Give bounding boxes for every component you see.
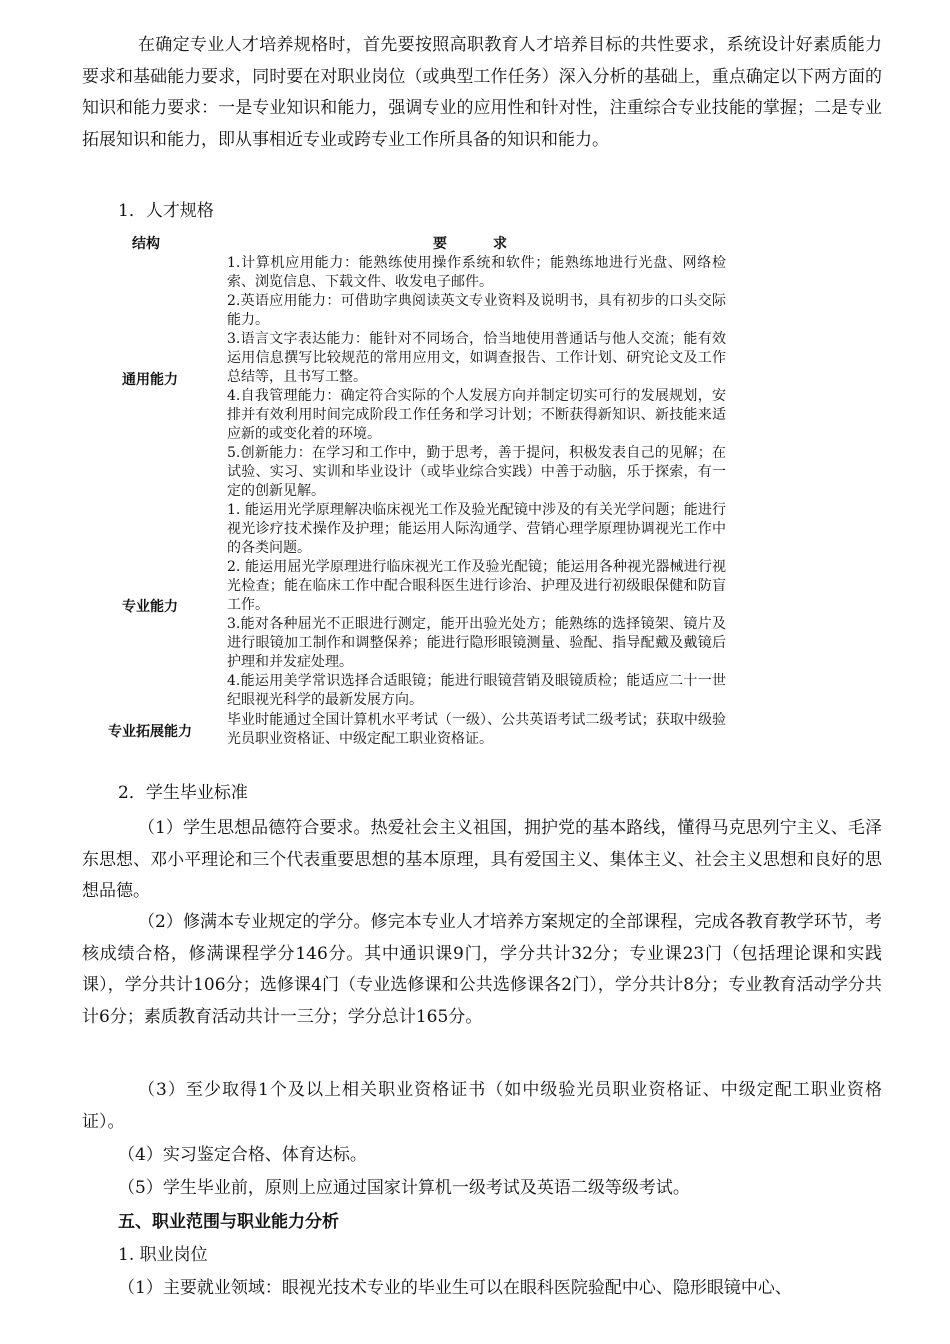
subsection-career-positions: 1. 职业岗位 xyxy=(118,1245,208,1265)
table-header xyxy=(90,232,740,254)
requirement-item: 2.英语应用能力：可借助字典阅读英文专业资料及说明书，具有初步的口头交际能力。 xyxy=(227,293,726,328)
table-row-general xyxy=(90,254,740,501)
requirement-item: 4.能运用美学常识选择合适眼镜；能进行眼镜营销及眼镜质检；能适应二十一世纪眼视光科学的最新发展方向。 xyxy=(227,673,726,708)
requirement-item: 2. 能运用屈光学原理进行临床视光工作及验光配镜；能运用各种视光器械进行视光检查；能在临床工作中配合眼科医生进行诊治、护理及进行初级眼保健和防盲工作。 xyxy=(227,559,726,613)
row-label: 专业能力 xyxy=(122,599,178,615)
section-heading-career: 五、职业范围与职业能力分析 xyxy=(118,1212,339,1232)
table-row-professional xyxy=(90,501,740,711)
requirement-item: 4.自我管理能力：确定符合实际的个人发展方向并制定切实可行的发展规划，安排并有效利用时间完成阶段工作任务和学习计划；不断获得新知识、新技能来适应新的或变化着的环境。 xyxy=(227,388,726,442)
standard-item: （2）修满本专业规定的学分。修完本专业人才培养方案规定的全部课程，完成各教育教学环节，考核成绩合格，修满课程学分146分。其中通识课9门，学分共计32分；专业课23门（包括理论课和实践课），学分共计106分；选修课4门（专业选修课和公共选修课各2门），学分共计8分；专业教育活动学分共计6分；素质教育活动共计一三分；学分总计165分。 xyxy=(82,912,882,1027)
standard-item: （3）至少取得1个及以上相关职业资格证书（如中级验光员职业资格证、中级定配工职业资格证）。 xyxy=(82,1080,882,1132)
standard-item: （1）学生思想品德符合要求。热爱社会主义祖国，拥护党的基本路线，懂得马克思列宁主义、毛泽东思想、邓小平理论和三个代表重要思想的基本原理，具有爱国主义、集体主义、社会主义思想和良好的思想品德。 xyxy=(82,818,882,901)
requirement-item: 1.计算机应用能力：能熟练使用操作系统和软件；能熟练地进行光盘、网络检索、浏览信息、下载文件、收发电子邮件。 xyxy=(227,255,726,290)
table-row-extension xyxy=(90,711,740,751)
section-title-talent-spec: 1．人才规格 xyxy=(118,201,214,221)
career-item: （1）主要就业领域：眼视光技术专业的毕业生可以在眼科医院验配中心、隐形眼镜中心、 xyxy=(118,1278,792,1298)
standard-item: （4）实习鉴定合格、体育达标。 xyxy=(118,1145,367,1165)
requirement-item: 3.能对各种屈光不正眼进行测定，能开出验光处方；能熟练的选择镜架、镜片及进行眼镜加工制作和调整保养；能进行隐形眼镜测量、验配、指导配戴及戴镜后护理和并发症处理。 xyxy=(227,616,726,670)
standard-item: （5）学生毕业前，原则上应通过国家计算机一级考试及英语二级等级考试。 xyxy=(118,1178,690,1198)
requirement-item: 3.语言文字表达能力：能针对不同场合，恰当地使用普通话与他人交流；能有效运用信息撰写比较规范的常用应用文，如调查报告、工作计划、研究论文及工作总结等，且书写工整。 xyxy=(227,331,726,385)
row-label: 专业拓展能力 xyxy=(108,724,192,740)
row-requirements xyxy=(227,254,726,501)
requirement-item: 毕业时能通过全国计算机水平考试（一级）、公共英语考试二级考试；获取中级验光员职业资格证、中级定配工职业资格证。 xyxy=(227,712,726,747)
intro-paragraph: 在确定专业人才培养规格时，首先要按照高职教育人才培养目标的共性要求，系统设计好素质能力要求和基础能力要求，同时要在对职业岗位（或典型工作任务）深入分析的基础上，重点确定以下两方面的知识和能力要求：一是专业知识和能力，强调专业的应用性和针对性，注重综合专业技能的掌握；二是专业拓展知识和能力，即从事相近专业或跨专业工作所具备的知识和能力。 xyxy=(82,35,882,150)
row-label: 通用能力 xyxy=(122,372,178,388)
header-requirement: 要求 xyxy=(433,236,553,252)
row-requirements xyxy=(227,711,726,749)
requirement-item: 5.创新能力：在学习和工作中，勤于思考，善于提问，积极发表自己的见解；在试验、实习、实训和毕业设计（或毕业综合实践）中善于动脑，乐于探索，有一定的创新见解。 xyxy=(227,445,726,499)
section-title-graduation: 2．学生毕业标准 xyxy=(118,783,248,803)
requirement-item: 1. 能运用光学原理解决临床视光工作及验光配镜中涉及的有关光学问题；能进行视光诊疗技术操作及护理；能运用人际沟通学、营销心理学原理协调视光工作中的各类问题。 xyxy=(227,502,726,556)
row-requirements xyxy=(227,501,726,710)
header-structure: 结构 xyxy=(132,236,160,252)
